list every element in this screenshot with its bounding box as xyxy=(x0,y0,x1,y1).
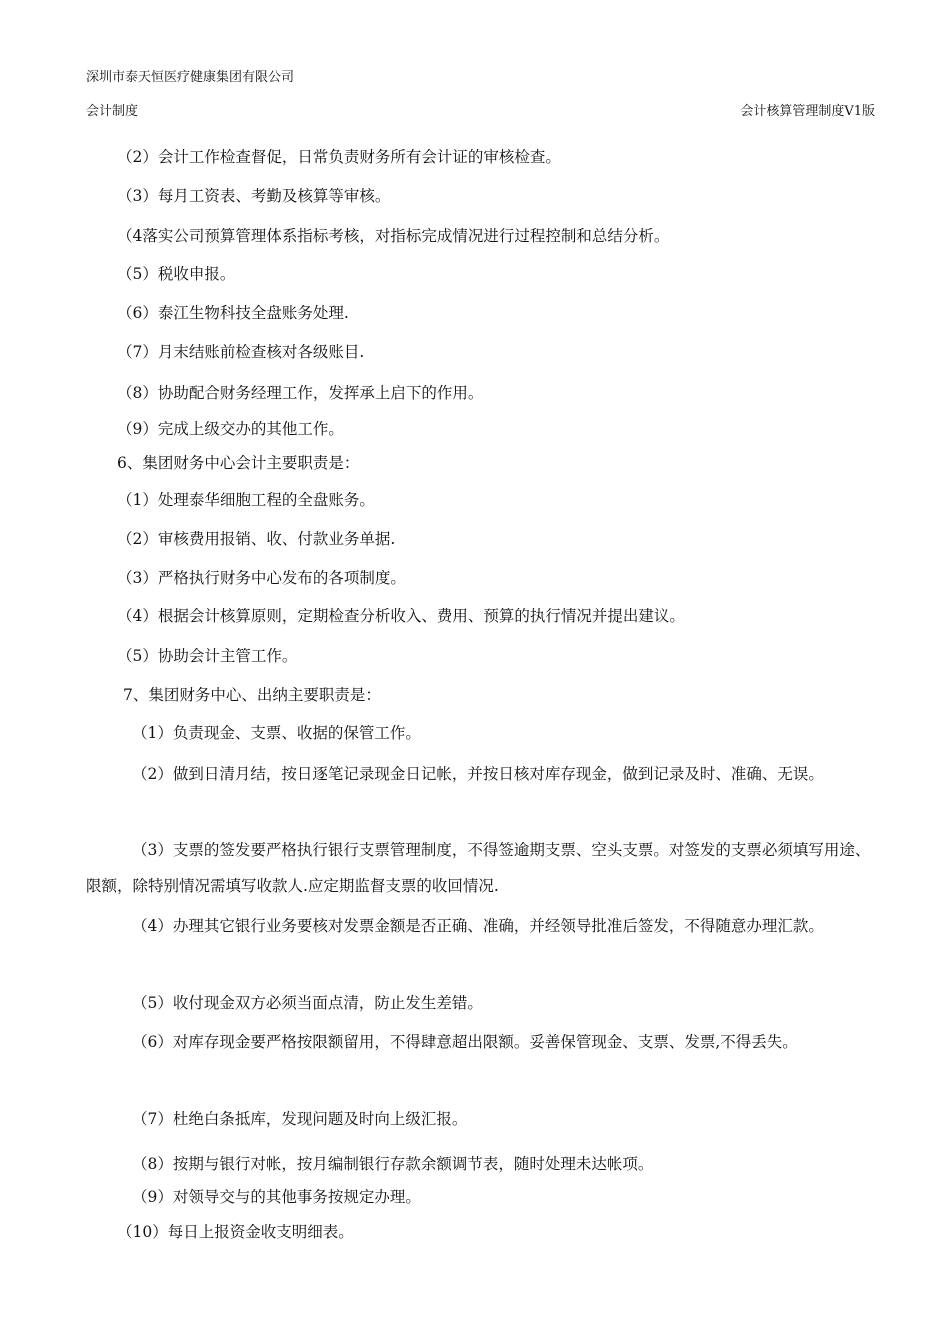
list-item: （3）每月工资表、考勤及核算等审核。 xyxy=(117,187,391,205)
paragraph: （2）做到日清月结，按日逐笔记录现金日记帐，并按日核对库存现金，做到记录及时、准确、无误。 xyxy=(132,765,824,783)
list-item: （4落实公司预算管理体系指标考核，对指标完成情况进行过程控制和总结分析。 xyxy=(117,227,670,245)
list-item: （7）月末结账前检查核对各级账目. xyxy=(117,343,365,361)
company-name: 深圳市泰天恒医疗健康集团有限公司 xyxy=(86,70,295,85)
list-item: （5）税收申报。 xyxy=(117,265,236,283)
header-doc-title: 会计核算管理制度V1版 xyxy=(740,104,875,119)
list-item: （8）协助配合财务经理工作，发挥承上启下的作用。 xyxy=(117,384,484,402)
list-item: （3）严格执行财务中心发布的各项制度。 xyxy=(117,569,406,587)
list-item: （4）根据会计核算原则，定期检查分析收入、费用、预算的执行情况并提出建议。 xyxy=(117,607,685,625)
section-heading: 6、集团财务中心会计主要职责是： xyxy=(117,454,360,472)
list-item: （10）每日上报资金收支明细表。 xyxy=(117,1223,354,1241)
list-item: （5）协助会计主管工作。 xyxy=(117,647,298,665)
paragraph: （4）办理其它银行业务要核对发票金额是否正确、准确，并经领导批准后签发，不得随意办理汇款。 xyxy=(132,917,824,935)
section-heading: 7、集团财务中心、出纳主要职责是： xyxy=(123,686,381,704)
list-item: （1）负责现金、支票、收据的保管工作。 xyxy=(132,724,421,742)
list-item: （6）泰江生物科技全盘账务处理. xyxy=(117,304,349,322)
list-item: （2）会计工作检查督促，日常负责财务所有会计证的审核检查。 xyxy=(117,148,561,166)
list-item: （5）收付现金双方必须当面点清，防止发生差错。 xyxy=(132,994,483,1012)
header-category: 会计制度 xyxy=(86,104,139,119)
paragraph: （6）对库存现金要严格按限额留用，不得肆意超出限额。妥善保管现金、支票、发票,不得丢失。 xyxy=(132,1033,798,1051)
list-item: （8）按期与银行对帐，按月编制银行存款余额调节表，随时处理未达帐项。 xyxy=(132,1155,654,1173)
paragraph: （3）支票的签发要严格执行银行支票管理制度，不得签逾期支票、空头支票。对签发的支票必须填写用途、限额，除特别情况需填写收款人.应定期监督支票的收回情况. xyxy=(86,841,871,895)
list-item: （1）处理泰华细胞工程的全盘账务。 xyxy=(117,491,375,509)
list-item: （9）对领导交与的其他事务按规定办理。 xyxy=(132,1188,421,1206)
list-item: （2）审核费用报销、收、付款业务单据. xyxy=(117,530,396,548)
list-item: （9）完成上级交办的其他工作。 xyxy=(117,420,344,438)
list-item: （7）杜绝白条抵库，发现问题及时向上级汇报。 xyxy=(132,1110,468,1128)
